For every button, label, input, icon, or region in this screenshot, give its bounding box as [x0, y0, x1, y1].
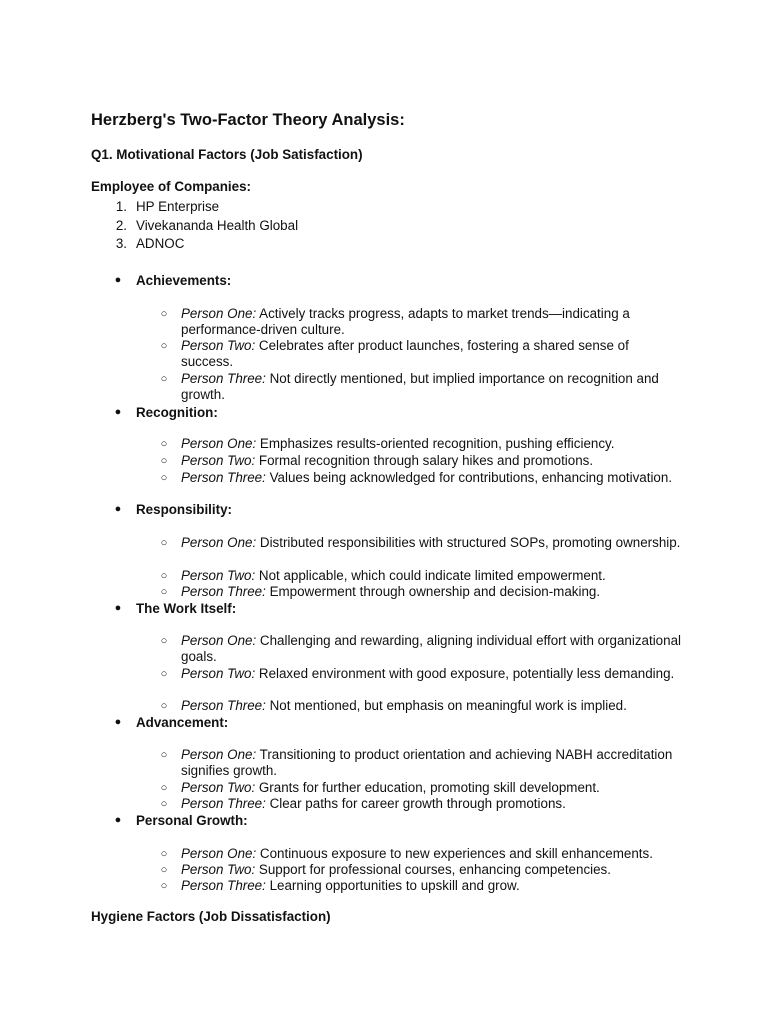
person-label: Person Three:: [181, 878, 266, 893]
person-label: Person Three:: [181, 698, 266, 713]
person-label: Person Two:: [181, 453, 256, 468]
circle-bullet-icon: ○: [160, 570, 168, 582]
circle-bullet-icon: ○: [160, 586, 168, 598]
circle-bullet-icon: ○: [160, 340, 168, 352]
sub-item-text: [181, 535, 681, 551]
person-label: Person One:: [181, 306, 257, 321]
factor-label: Recognition:: [136, 405, 218, 420]
person-label: Person Two:: [181, 862, 256, 877]
circle-bullet-icon: ○: [160, 472, 168, 484]
company-item: [91, 198, 298, 217]
circle-bullet-icon: ○: [160, 798, 168, 810]
person-description: Grants for further education, promoting skill development.: [255, 780, 600, 795]
person-description: Clear paths for career growth through promotions.: [265, 796, 566, 811]
person-label: Person One:: [181, 747, 257, 762]
circle-bullet-icon: ○: [160, 455, 168, 467]
sub-item-text: [181, 453, 681, 469]
sub-item-text: [181, 633, 681, 666]
person-label: Person Two:: [181, 666, 256, 681]
circle-bullet-icon: ○: [160, 308, 168, 320]
sub-item-text: [181, 306, 681, 339]
bullet-icon: ●: [114, 274, 122, 286]
bullet-icon: ●: [114, 503, 122, 515]
person-label: Person One:: [181, 436, 257, 451]
company-item: [91, 217, 298, 236]
bullet-icon: ●: [114, 716, 122, 728]
sub-item-text: [181, 780, 681, 796]
sub-item-text: [181, 338, 681, 371]
circle-bullet-icon: ○: [160, 749, 168, 761]
person-description: Support for professional courses, enhancing competencies.: [255, 862, 611, 877]
person-label: Person Three:: [181, 584, 266, 599]
company-name: Vivekananda Health Global: [136, 217, 299, 233]
sub-item-text: [181, 436, 681, 452]
sub-item-text: [181, 371, 681, 404]
circle-bullet-icon: ○: [160, 864, 168, 876]
company-number: 3.: [115, 236, 127, 251]
circle-bullet-icon: ○: [160, 635, 168, 647]
factor-heading: [0, 714, 768, 731]
person-description: Formal recognition through salary hikes and promotions.: [255, 453, 594, 468]
person-description: Learning opportunities to upskill and grow.: [265, 878, 520, 893]
person-label: Person Three:: [181, 796, 266, 811]
bullet-icon: ●: [114, 406, 122, 418]
circle-bullet-icon: ○: [160, 700, 168, 712]
person-description: Challenging and rewarding, aligning individual effort with organizational goals.: [181, 633, 681, 665]
person-description: Actively tracks progress, adapts to market trends—indicating a performance-driven culture.: [181, 306, 630, 338]
circle-bullet-icon: ○: [160, 848, 168, 860]
person-description: Not mentioned, but emphasis on meaningful work is implied.: [265, 698, 627, 713]
factor-heading: [0, 600, 768, 617]
person-description: Relaxed environment with good exposure, potentially less demanding.: [255, 666, 675, 681]
sub-item-text: [181, 568, 681, 584]
sub-item-text: [181, 666, 681, 682]
factor-label: The Work Itself:: [136, 601, 237, 616]
q1-heading: Q1. Motivational Factors (Job Satisfaction): [91, 147, 363, 162]
employee-heading: Employee of Companies:: [91, 179, 251, 194]
company-name: ADNOC: [136, 236, 185, 251]
circle-bullet-icon: ○: [160, 373, 168, 385]
person-description: Emphasizes results-oriented recognition, pushing efficiency.: [256, 436, 615, 451]
hygiene-heading: Hygiene Factors (Job Dissatisfaction): [91, 909, 331, 924]
person-label: Person Three:: [181, 371, 266, 386]
sub-item-text: [181, 862, 681, 878]
person-description: Not directly mentioned, but implied importance on recognition and growth.: [181, 371, 659, 403]
person-description: Celebrates after product launches, fostering a shared sense of success.: [181, 338, 629, 370]
sub-item-text: [181, 796, 681, 812]
circle-bullet-icon: ○: [160, 880, 168, 892]
factor-label: Responsibility:: [136, 502, 232, 517]
sub-item-text: [181, 846, 681, 862]
person-label: Person Two:: [181, 338, 256, 353]
factor-heading: [0, 272, 768, 289]
circle-bullet-icon: ○: [160, 537, 168, 549]
sub-item-text: [181, 878, 681, 894]
person-label: Person Two:: [181, 780, 256, 795]
factor-heading: [0, 501, 768, 518]
sub-item-text: [181, 470, 681, 486]
circle-bullet-icon: ○: [160, 668, 168, 680]
person-label: Person One:: [181, 535, 257, 550]
person-description: Transitioning to product orientation and achieving NABH accreditation signifies growth.: [181, 747, 673, 779]
sub-item-text: [181, 698, 681, 714]
company-item: [91, 235, 298, 254]
factor-label: Advancement:: [136, 715, 229, 730]
person-description: Distributed responsibilities with structured SOPs, promoting ownership.: [256, 535, 681, 550]
circle-bullet-icon: ○: [160, 782, 168, 794]
person-label: Person One:: [181, 633, 257, 648]
factor-label: Achievements:: [136, 273, 232, 288]
company-number: 1.: [115, 199, 127, 214]
company-list: [91, 198, 298, 254]
person-label: Person One:: [181, 846, 257, 861]
sub-item-text: [181, 747, 681, 780]
factor-heading: [0, 812, 768, 829]
person-description: Not applicable, which could indicate limited empowerment.: [255, 568, 606, 583]
document-title: Herzberg's Two-Factor Theory Analysis:: [91, 111, 405, 129]
bullet-icon: ●: [114, 602, 122, 614]
person-description: Continuous exposure to new experiences and skill enhancements.: [256, 846, 653, 861]
person-label: Person Three:: [181, 470, 266, 485]
company-name: HP Enterprise: [136, 199, 220, 214]
bullet-icon: ●: [114, 814, 122, 826]
sub-item-text: [181, 584, 681, 600]
person-description: Empowerment through ownership and decision-making.: [265, 584, 601, 599]
person-description: Values being acknowledged for contributions, enhancing motivation.: [265, 470, 673, 485]
company-number: 2.: [115, 217, 127, 233]
person-label: Person Two:: [181, 568, 256, 583]
factor-heading: [0, 404, 768, 421]
circle-bullet-icon: ○: [160, 438, 168, 450]
factor-label: Personal Growth:: [136, 813, 248, 828]
